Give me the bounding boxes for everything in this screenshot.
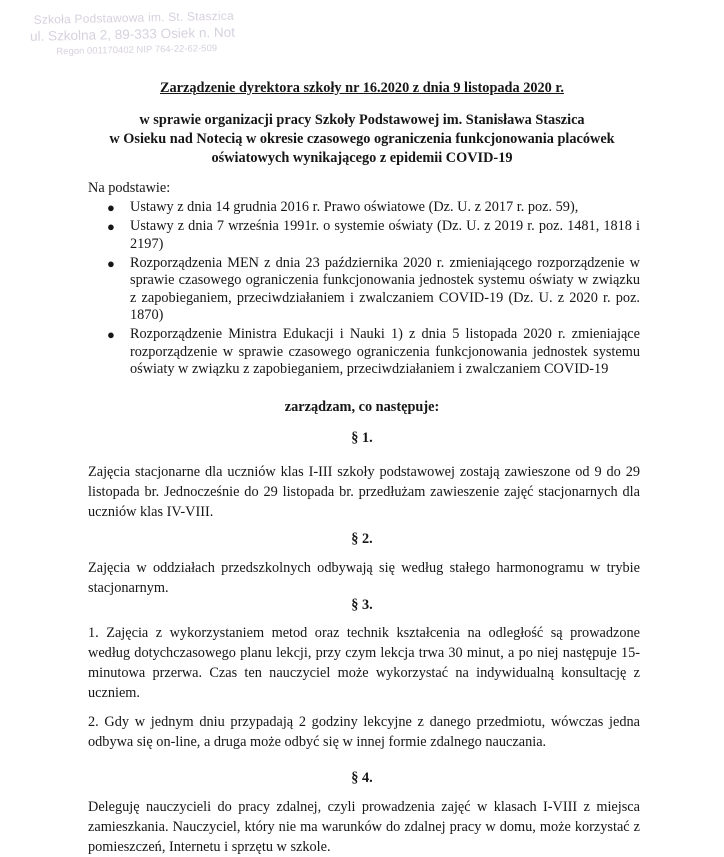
section-3-point-1: 1. Zajęcia z wykorzystaniem metod oraz technik kształcenia na odległość są prowadzone według dotychczasowego planu lekcji, przy czym lekcja trwa 30 minut, a po niej następuje 15-minutowa przerwa. Czas ten nauczyciel może wykorzystać na indywidualną konsultację z uczniem. [88,625,640,701]
legal-basis-text: Rozporządzenia MEN z dnia 23 października 2020 r. zmieniającego rozporządzenie w sprawie czasowego ograniczenia funkcjonowania jednostek systemu oświaty w związku z zapobieganiem, przeciwdziałaniem i zwalczaniem COVID-19 (Dz. U. z 2020 r. poz. 1870) [130,254,640,323]
section-3-point-2: 2. Gdy w jednym dniu przypadają 2 godziny lekcyjne z danego przedmiotu, wówczas jedna odbywa się on-line, a druga może odbyć się w innej formie zdalnego nauczania. [88,714,640,750]
subject-line: oświatowych wynikającego z epidemii COVID-19 [211,150,513,166]
legal-basis-list [104,199,640,380]
bullet-icon: ● [107,200,115,215]
section-4-heading: § 4. [351,770,373,786]
document-subject [0,111,724,168]
legal-basis-item [104,199,640,217]
section-1-heading: § 1. [351,430,373,446]
section-1-text: Zajęcia stacjonarne dla uczniów klas I-III szkoły podstawowej zostają zawieszone od 9 do 29 listopada br. Jednocześnie do 29 listopada br. przedłużam zawieszenie zajęć stacjonarnych dla uczniów klas IV-VIII. [88,464,640,520]
document-title: Zarządzenie dyrektora szkoły nr 16.2020 z dnia 9 listopada 2020 r. [159,80,565,96]
section-4-text: Deleguję nauczycieli do pracy zdalnej, czyli prowadzenia zajęć w klasach I-VIII z miejsca zamieszkania. Nauczyciel, który nie ma warunków do zdalnej pracy w domu, może korzystać z pomieszczeń, Internetu i sprzętu w szkole. [88,799,640,855]
section-3-heading: § 3. [351,597,373,613]
subject-line: w sprawie organizacji pracy Szkoły Podstawowej im. Stanisława Staszica [139,112,585,128]
decree-phrase: zarządzam, co następuje: [284,399,440,415]
legal-basis-text: Ustawy z dnia 7 września 1991r. o systemie oświaty (Dz. U. z 2019 r. poz. 1481, 1818 i 2197) [130,218,640,252]
section-2-text: Zajęcia w oddziałach przedszkolnych odbywają się według stałego harmonogramu w trybie stacjonarnym. [88,560,640,596]
school-stamp [29,7,305,59]
legal-basis-label: Na podstawie: [88,180,171,196]
subject-line: w Osieku nad Notecią w okresie czasowego ograniczenia funkcjonowania placówek [109,131,615,147]
stamp-address: ul. Szkolna 2, 89-333 Osiek n. Not [29,24,236,44]
bullet-icon: ● [107,255,115,271]
stamp-registry-numbers: Regon 001170402 NIP 764-22-62-509 [56,42,218,58]
section-2-heading: § 2. [351,531,373,547]
legal-basis-text: Rozporządzenie Ministra Edukacji i Nauki 1) z dnia 5 listopada 2020 r. zmieniające rozporządzenie w sprawie czasowego ograniczenia funkcjonowania jednostek systemu oświaty w związku z zapobieganiem, przeciwdziałaniem i zwalczaniem COVID-19 [130,326,640,377]
legal-basis-text: Ustawy z dnia 14 grudnia 2016 r. Prawo oświatowe (Dz. U. z 2017 r. poz. 59), [130,199,579,215]
legal-basis-item [104,218,640,253]
bullet-icon: ● [107,219,115,234]
stamp-school-name: Szkoła Podstawowa im. St. Staszica [33,8,235,27]
bullet-icon: ● [107,327,115,342]
legal-basis-item [104,255,640,325]
legal-basis-item [104,326,640,379]
